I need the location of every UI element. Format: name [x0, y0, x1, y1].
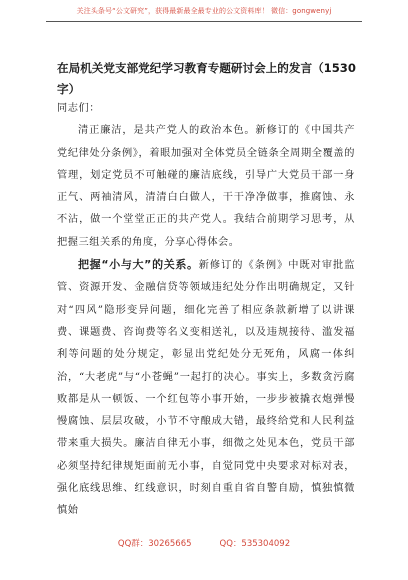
section-1-text: 新修订的《条例》中既对审批监管、资源开发、金融信贷等领域违纪处分作出明确规定，又针对“四风”隐形变异问题，细化完善了相应条款新增了以讲课费、课题费、咨询费等名义变相送礼，以及违规接待、滥发福利等问题的处分规定，彰显出党纪处分无死角，风腐一体纠治，“大老虎”与“小苍蝇”一起打的决心。事实上，多数贪污腐败都是从一顿饭、一个红包等小事开始，一步步被撬衣炮弹慢慢腐蚀、层层攻破，小节不守酿成大错，最终给党和人民利益带来重大损失。廉洁自律无小事，细微之处见本色，党员干部必须坚持纪律规矩面前无小事，自觉同党中央要求对标对表，强化底线思维、红线意识，时刻自重自省自警自励，慎独慎微慎始 — [57, 260, 355, 517]
document-title: 在局机关党支部党纪学习教育专题研讨会上的发言（1530字） — [57, 61, 356, 96]
header-divider — [46, 21, 362, 22]
footer-qq: QQ：535304092 — [219, 539, 291, 549]
paragraph-section-1 — [57, 254, 355, 523]
footer-qq-group: QQ群：30265665 — [117, 539, 192, 549]
paragraph-intro: 清正廉洁，是共产党人的政治本色。新修订的《中国共产党纪律处分条例》，着眼加强对全体党员全链条全周期全覆盖的管理，划定党员不可触碰的廉洁底线，引导广大党员干部一身正气、两袖清风，清清白白做人，干干净净做事，推腐蚀、永不沾，做一个堂堂正正的共产党人。我结合前期学习思考，从把握三组关系的角度，分享心得体会。 — [57, 125, 355, 248]
section-1-heading: 把握“小与大”的关系。 — [78, 258, 199, 272]
footer-contacts — [0, 537, 408, 549]
document-body — [57, 98, 355, 523]
salutation: 同志们： — [57, 103, 100, 114]
header-note: 关注头条号“公文研究”，获得最新最全最专业的公文资料库！ 微信：gongwenyj — [76, 7, 332, 15]
